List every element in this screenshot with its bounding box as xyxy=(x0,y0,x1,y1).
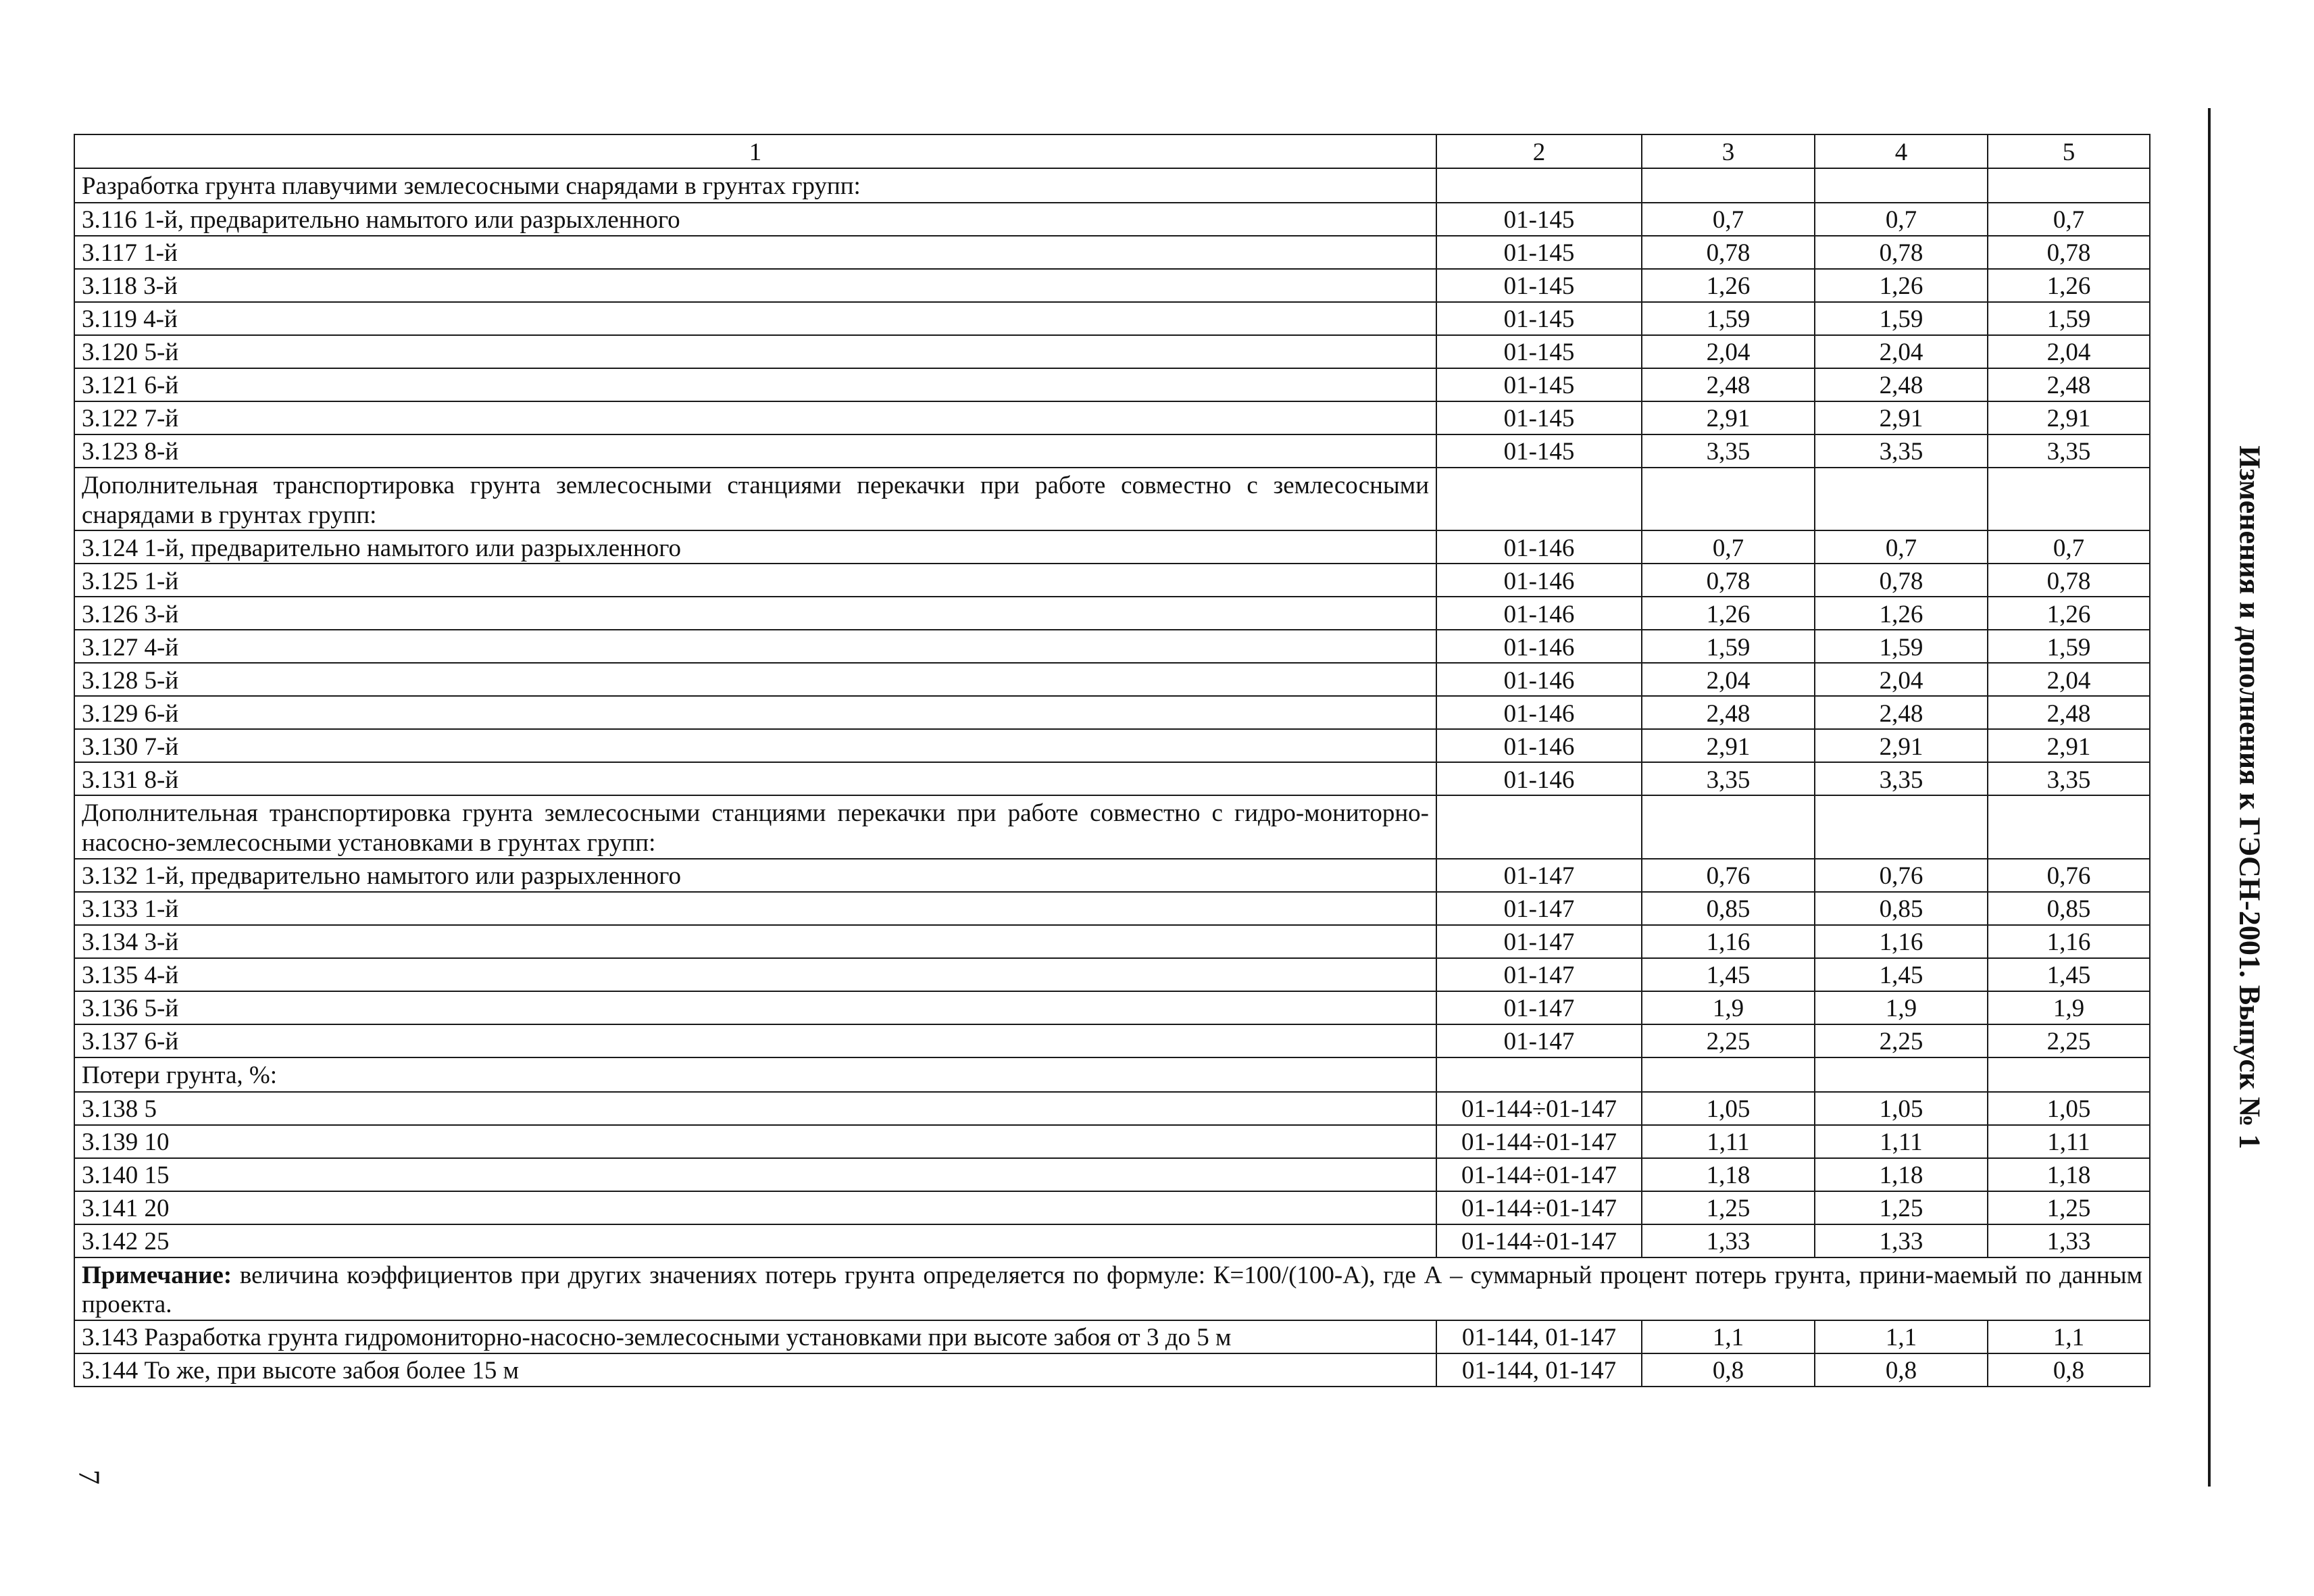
row-label: 3.134 3-й xyxy=(74,925,1436,958)
norm-code: 01-147 xyxy=(1436,925,1642,958)
norm-code: 01-145 xyxy=(1436,335,1642,368)
table-row xyxy=(74,663,2150,696)
coef-col-4: 1,1 xyxy=(1815,1320,1988,1353)
coef-col-4: 1,26 xyxy=(1815,269,1988,302)
coef-col-4: 2,04 xyxy=(1815,335,1988,368)
coef-col-3: 1,26 xyxy=(1642,597,1815,630)
coef-col-4: 3,35 xyxy=(1815,434,1988,468)
table-row xyxy=(74,597,2150,630)
coef-col-4: 1,45 xyxy=(1815,958,1988,991)
coef-col-3: 1,45 xyxy=(1642,958,1815,991)
coef-col-3: 1,1 xyxy=(1642,1320,1815,1353)
row-label: 3.140 15 xyxy=(74,1158,1436,1191)
table-row xyxy=(74,925,2150,958)
coefficients-table xyxy=(74,134,2150,1387)
coef-col-4: 1,05 xyxy=(1815,1092,1988,1125)
side-rule xyxy=(2208,108,2211,1487)
coef-col-3: 2,91 xyxy=(1642,401,1815,434)
coef-col-5: 1,11 xyxy=(1988,1125,2150,1158)
norm-code: 01-144, 01-147 xyxy=(1436,1320,1642,1353)
coef-col-5: 3,35 xyxy=(1988,434,2150,468)
coef-col-3: 2,04 xyxy=(1642,335,1815,368)
row-label: 3.122 7-й xyxy=(74,401,1436,434)
table-row xyxy=(74,564,2150,597)
coef-col-3: 1,9 xyxy=(1642,991,1815,1024)
row-label: 3.116 1-й, предварительно намытого или разрыхленного xyxy=(74,203,1436,236)
coef-col-3: 0,85 xyxy=(1642,892,1815,925)
norm-code: 01-144, 01-147 xyxy=(1436,1353,1642,1387)
empty-cell xyxy=(1815,468,1988,530)
row-label: 3.141 20 xyxy=(74,1191,1436,1224)
coef-col-5: 1,16 xyxy=(1988,925,2150,958)
coef-col-4: 3,35 xyxy=(1815,762,1988,795)
row-label: 3.138 5 xyxy=(74,1092,1436,1125)
table-row xyxy=(74,1125,2150,1158)
table-row xyxy=(74,1320,2150,1353)
table-row xyxy=(74,729,2150,762)
coef-col-3: 1,59 xyxy=(1642,630,1815,663)
table-row xyxy=(74,530,2150,564)
coef-col-5: 0,85 xyxy=(1988,892,2150,925)
norm-code: 01-146 xyxy=(1436,564,1642,597)
coef-col-3: 3,35 xyxy=(1642,762,1815,795)
coef-col-4: 0,78 xyxy=(1815,564,1988,597)
coef-col-4: 0,76 xyxy=(1815,859,1988,892)
table-row xyxy=(74,269,2150,302)
coef-col-5: 1,59 xyxy=(1988,630,2150,663)
table-row xyxy=(74,1191,2150,1224)
coef-col-4: 1,33 xyxy=(1815,1224,1988,1257)
running-title: Изменения и дополнения к ГЭСН-2001. Выпуск № 1 xyxy=(2233,445,2267,1149)
norm-code: 01-144÷01-147 xyxy=(1436,1191,1642,1224)
coef-col-5: 1,18 xyxy=(1988,1158,2150,1191)
row-label: 3.123 8-й xyxy=(74,434,1436,468)
row-label: 3.131 8-й xyxy=(74,762,1436,795)
norm-code: 01-146 xyxy=(1436,663,1642,696)
empty-cell xyxy=(1815,795,1988,858)
row-label: 3.132 1-й, предварительно намытого или разрыхленного xyxy=(74,859,1436,892)
row-label: 3.139 10 xyxy=(74,1125,1436,1158)
norm-code: 01-144÷01-147 xyxy=(1436,1224,1642,1257)
row-label: 3.144 То же, при высоте забоя более 15 м xyxy=(74,1353,1436,1387)
table-row xyxy=(74,958,2150,991)
coef-col-3: 2,04 xyxy=(1642,663,1815,696)
empty-cell xyxy=(1436,795,1642,858)
coef-col-4: 2,48 xyxy=(1815,368,1988,401)
norm-code: 01-145 xyxy=(1436,302,1642,335)
table-row xyxy=(74,236,2150,269)
coef-col-5: 0,76 xyxy=(1988,859,2150,892)
empty-cell xyxy=(1436,168,1642,203)
norm-code: 01-145 xyxy=(1436,269,1642,302)
header-cell-2: 2 xyxy=(1436,134,1642,168)
norm-code: 01-146 xyxy=(1436,530,1642,564)
empty-cell xyxy=(1436,1057,1642,1092)
row-label: 3.124 1-й, предварительно намытого или разрыхленного xyxy=(74,530,1436,564)
section-row xyxy=(74,1057,2150,1092)
coef-col-5: 0,78 xyxy=(1988,236,2150,269)
empty-cell xyxy=(1988,468,2150,530)
coef-col-5: 2,04 xyxy=(1988,663,2150,696)
table-row xyxy=(74,1092,2150,1125)
coef-col-3: 0,7 xyxy=(1642,530,1815,564)
row-label: 3.125 1-й xyxy=(74,564,1436,597)
coef-col-3: 0,78 xyxy=(1642,564,1815,597)
note-row xyxy=(74,1257,2150,1320)
coef-col-3: 1,16 xyxy=(1642,925,1815,958)
table-row xyxy=(74,991,2150,1024)
table-row xyxy=(74,859,2150,892)
row-label: 3.118 3-й xyxy=(74,269,1436,302)
coef-col-4: 1,59 xyxy=(1815,630,1988,663)
coef-col-5: 2,91 xyxy=(1988,401,2150,434)
coef-col-3: 2,25 xyxy=(1642,1024,1815,1057)
row-label: 3.126 3-й xyxy=(74,597,1436,630)
coef-col-3: 3,35 xyxy=(1642,434,1815,468)
table-row xyxy=(74,1224,2150,1257)
coef-col-4: 2,91 xyxy=(1815,729,1988,762)
coef-col-4: 1,9 xyxy=(1815,991,1988,1024)
empty-cell xyxy=(1988,795,2150,858)
coef-col-4: 0,85 xyxy=(1815,892,1988,925)
row-label: 3.143 Разработка грунта гидромониторно-насосно-землесосными установками при высоте забоя от 3 до 5 м xyxy=(74,1320,1436,1353)
coef-col-4: 1,59 xyxy=(1815,302,1988,335)
section-row xyxy=(74,168,2150,203)
empty-cell xyxy=(1642,1057,1815,1092)
coef-col-4: 0,78 xyxy=(1815,236,1988,269)
empty-cell xyxy=(1436,468,1642,530)
empty-cell xyxy=(1988,1057,2150,1092)
table-row xyxy=(74,335,2150,368)
table-row xyxy=(74,1353,2150,1387)
table-row xyxy=(74,696,2150,729)
coef-col-5: 2,25 xyxy=(1988,1024,2150,1057)
table-row xyxy=(74,302,2150,335)
row-label: 3.142 25 xyxy=(74,1224,1436,1257)
section-row xyxy=(74,468,2150,530)
coef-col-3: 2,91 xyxy=(1642,729,1815,762)
coef-col-4: 0,7 xyxy=(1815,203,1988,236)
row-label: 3.119 4-й xyxy=(74,302,1436,335)
coef-col-4: 1,11 xyxy=(1815,1125,1988,1158)
coef-col-5: 1,26 xyxy=(1988,597,2150,630)
norm-code: 01-147 xyxy=(1436,958,1642,991)
table-row xyxy=(74,434,2150,468)
coef-col-4: 2,25 xyxy=(1815,1024,1988,1057)
norm-code: 01-145 xyxy=(1436,236,1642,269)
section-heading: Дополнительная транспортировка грунта землесосными станциями перекачки при работе совместно с гидро-мониторно-насосно-землесосными установками в грунтах групп: xyxy=(74,795,1436,858)
norm-code: 01-144÷01-147 xyxy=(1436,1125,1642,1158)
table-row xyxy=(74,1158,2150,1191)
coef-col-5: 0,7 xyxy=(1988,530,2150,564)
note-cell xyxy=(74,1257,2150,1320)
row-label: 3.121 6-й xyxy=(74,368,1436,401)
section-heading: Разработка грунта плавучими землесосными снарядами в грунтах групп: xyxy=(74,168,1436,203)
header-cell-4: 4 xyxy=(1815,134,1988,168)
coef-col-5: 0,8 xyxy=(1988,1353,2150,1387)
row-label: 3.137 6-й xyxy=(74,1024,1436,1057)
note-label: Примечание: xyxy=(82,1261,232,1289)
header-cell-5: 5 xyxy=(1988,134,2150,168)
norm-code: 01-146 xyxy=(1436,696,1642,729)
coef-col-3: 2,48 xyxy=(1642,368,1815,401)
coef-col-5: 0,78 xyxy=(1988,564,2150,597)
section-row xyxy=(74,795,2150,858)
coef-col-5: 2,04 xyxy=(1988,335,2150,368)
norm-code: 01-146 xyxy=(1436,630,1642,663)
row-label: 3.135 4-й xyxy=(74,958,1436,991)
coef-col-5: 1,26 xyxy=(1988,269,2150,302)
empty-cell xyxy=(1988,168,2150,203)
header-row xyxy=(74,134,2150,168)
coef-col-5: 0,7 xyxy=(1988,203,2150,236)
page-number: 7 xyxy=(72,1470,106,1485)
header-cell-3: 3 xyxy=(1642,134,1815,168)
coef-col-3: 0,7 xyxy=(1642,203,1815,236)
coef-col-5: 2,91 xyxy=(1988,729,2150,762)
row-label: 3.133 1-й xyxy=(74,892,1436,925)
coef-col-4: 1,26 xyxy=(1815,597,1988,630)
coef-col-3: 0,76 xyxy=(1642,859,1815,892)
section-heading: Потери грунта, %: xyxy=(74,1057,1436,1092)
coef-col-4: 1,16 xyxy=(1815,925,1988,958)
coef-col-3: 0,78 xyxy=(1642,236,1815,269)
row-label: 3.128 5-й xyxy=(74,663,1436,696)
coef-col-3: 1,59 xyxy=(1642,302,1815,335)
coef-col-5: 1,25 xyxy=(1988,1191,2150,1224)
norm-code: 01-145 xyxy=(1436,434,1642,468)
norm-code: 01-144÷01-147 xyxy=(1436,1158,1642,1191)
coef-col-3: 2,48 xyxy=(1642,696,1815,729)
coef-col-5: 1,1 xyxy=(1988,1320,2150,1353)
norm-code: 01-145 xyxy=(1436,368,1642,401)
coef-col-3: 1,25 xyxy=(1642,1191,1815,1224)
row-label: 3.129 6-й xyxy=(74,696,1436,729)
coef-col-5: 1,05 xyxy=(1988,1092,2150,1125)
empty-cell xyxy=(1642,468,1815,530)
row-label: 3.130 7-й xyxy=(74,729,1436,762)
table-row xyxy=(74,630,2150,663)
coef-col-5: 1,9 xyxy=(1988,991,2150,1024)
norm-code: 01-147 xyxy=(1436,991,1642,1024)
norm-code: 01-145 xyxy=(1436,401,1642,434)
empty-cell xyxy=(1642,168,1815,203)
coef-col-4: 0,7 xyxy=(1815,530,1988,564)
coef-col-5: 3,35 xyxy=(1988,762,2150,795)
row-label: 3.127 4-й xyxy=(74,630,1436,663)
note-text: величина коэффициентов при других значениях потерь грунта определяется по формуле: К=100/(100-А), где А – суммарный процент потерь грунта, прини-маемый по данным проекта. xyxy=(82,1261,2142,1319)
header-cell-1: 1 xyxy=(74,134,1436,168)
norm-code: 01-144÷01-147 xyxy=(1436,1092,1642,1125)
coef-col-5: 2,48 xyxy=(1988,696,2150,729)
norm-code: 01-145 xyxy=(1436,203,1642,236)
coef-col-4: 2,48 xyxy=(1815,696,1988,729)
coef-col-5: 1,33 xyxy=(1988,1224,2150,1257)
coef-col-3: 1,05 xyxy=(1642,1092,1815,1125)
coef-col-4: 0,8 xyxy=(1815,1353,1988,1387)
row-label: 3.120 5-й xyxy=(74,335,1436,368)
norm-code: 01-146 xyxy=(1436,762,1642,795)
norm-code: 01-147 xyxy=(1436,1024,1642,1057)
coef-col-3: 1,26 xyxy=(1642,269,1815,302)
table-row xyxy=(74,368,2150,401)
empty-cell xyxy=(1815,1057,1988,1092)
coef-col-5: 2,48 xyxy=(1988,368,2150,401)
coef-col-3: 1,18 xyxy=(1642,1158,1815,1191)
row-label: 3.117 1-й xyxy=(74,236,1436,269)
coef-col-4: 2,91 xyxy=(1815,401,1988,434)
coef-col-4: 1,25 xyxy=(1815,1191,1988,1224)
coef-col-5: 1,59 xyxy=(1988,302,2150,335)
coef-col-3: 0,8 xyxy=(1642,1353,1815,1387)
norm-code: 01-147 xyxy=(1436,859,1642,892)
norm-code: 01-146 xyxy=(1436,729,1642,762)
empty-cell xyxy=(1815,168,1988,203)
coef-col-4: 1,18 xyxy=(1815,1158,1988,1191)
table-row xyxy=(74,1024,2150,1057)
table-row xyxy=(74,401,2150,434)
row-label: 3.136 5-й xyxy=(74,991,1436,1024)
coef-col-4: 2,04 xyxy=(1815,663,1988,696)
coef-col-3: 1,33 xyxy=(1642,1224,1815,1257)
norm-code: 01-146 xyxy=(1436,597,1642,630)
norm-code: 01-147 xyxy=(1436,892,1642,925)
table-body xyxy=(74,134,2150,1387)
table-row xyxy=(74,762,2150,795)
table-row xyxy=(74,203,2150,236)
empty-cell xyxy=(1642,795,1815,858)
coef-col-5: 1,45 xyxy=(1988,958,2150,991)
table-row xyxy=(74,892,2150,925)
coef-col-3: 1,11 xyxy=(1642,1125,1815,1158)
section-heading: Дополнительная транспортировка грунта землесосными станциями перекачки при работе совместно с землесосными снарядами в грунтах групп: xyxy=(74,468,1436,530)
